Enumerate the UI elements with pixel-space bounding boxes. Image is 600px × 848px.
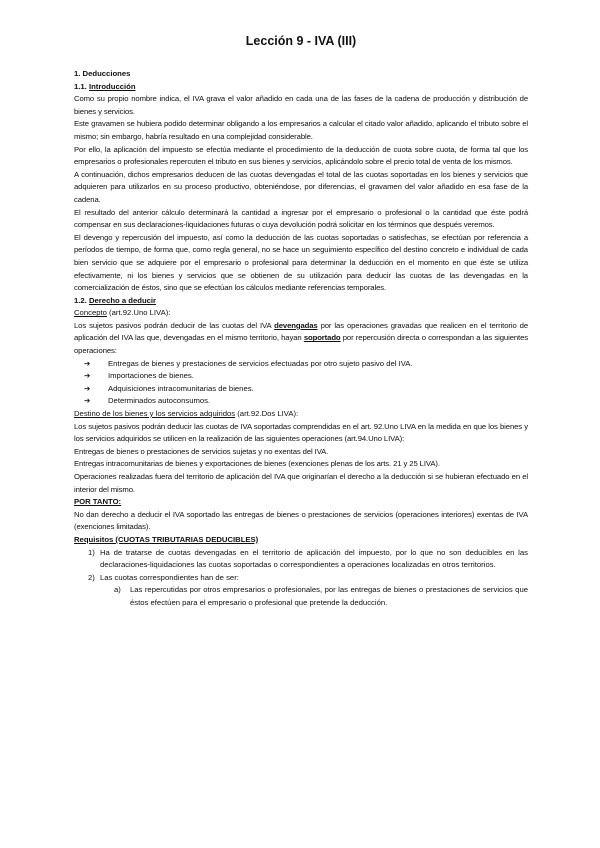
destino-paragraph-3: Entregas intracomunitarias de bienes y exportaciones de bienes (exenciones plenas de los arts. 21 y 25 LIVA). [74,459,440,469]
por-tanto-paragraph: No dan derecho a deducir el IVA soportado las entregas de bienes o prestaciones de servicios (operaciones interiores) exentas de IVA (exenciones limitadas). [74,509,528,532]
intro-paragraph-6: El devengo y repercusión del impuesto, así como la deducción de las cuotas soportadas o satisfechas, se efectúan por referencia a períodos de tiempo, de forma que, como regla general, no se hace un seguimiento específico del destino concreto e individual de cada bien servicio que se adquiere por el empresario o profesional para determinar la deducción en el momento en que éste se utiliza efectivamente, ni los bienes y servicios que se obtienen de su utilización para deducir las cuotas de las devengadas en la comercialización de éstos, sino que se efectúan los cálculos mediante referencias temporales. [74,232,528,293]
arrow-icon: ➔ [84,396,91,406]
list-letter: a) [114,585,121,595]
requisito-2a: a) Las repercutidas por otros empresarios o profesionales, por las entregas de bienes o prestaciones de servicios que éstos efectúen para el empresario o profesional que pretende la deducción. [114,585,528,607]
section-1-2-heading: 1.2. Derecho a deducir [74,295,157,305]
list-number: 2) [88,572,95,582]
arrow-icon: ➔ [84,383,91,393]
intro-paragraph-3: Por ello, la aplicación del impuesto se efectúa mediante el procedimiento de la deducción de cuota sobre cuota, de forma tal que los empresarios o profesionales repercuten el tributo en sus bienes y servicios, aplicándolo sobre el precio total de venta de los mismos. [74,144,528,167]
requisito-2: 2) Las cuotas correspondientes han de ser: [74,572,528,585]
list-item: ➔ Importaciones de bienes. [84,370,528,383]
list-item: ➔ Adquisiciones intracomunitarias de bienes. [84,383,528,396]
document-page [74,34,528,610]
requisito-1: 1) Ha de tratarse de cuotas devengadas en el territorio de aplicación del impuesto, por lo que no son deducibles en las declaraciones-liquidaciones las cuotas soportadas o correspondientes a operaciones localizadas en otros territorios. [88,547,528,570]
intro-paragraph-5: El resultado del anterior cálculo determinará la cantidad a ingresar por el empresario o profesional o la cantidad que éste podrá compensar en sus declaraciones-liquidaciones futuras o cuya devolución podrá solicitar en los términos que después veremos. [74,207,528,230]
list-number: 1) [88,547,95,557]
requisitos-heading: Requisitos (CUOTAS TRIBUTARIAS DEDUCIBLES) [74,534,259,544]
intro-paragraph-1: Como su propio nombre indica, el IVA grava el valor añadido en cada una de las fases de la cadena de producción y distribución de bienes y servicios. [74,94,528,116]
concepto-paragraph: Los sujetos pasivos podrán deducir de las cuotas del IVA devengadas por las operaciones gravadas que realicen en el territorio de aplicación del IVA las que, devengadas en el mismo territorio, hayan soportado por repercusión directa o correspondan a las siguientes operaciones: [74,320,528,356]
section-1-1-heading: 1.1. Introducción [74,81,136,91]
intro-paragraph-2: Este gravamen se hubiera podido determinar obligando a los empresarios a calcular el citado valor añadido, aplicando el tributo sobre el mismo; sin embargo, habría resultado en una complejidad considerable. [74,119,528,141]
destino-paragraph-1: Los sujetos pasivos podrán deducir las cuotas de IVA soportadas comprendidas en el art. 92.Uno LIVA en la medida en que los bienes y los servicios adquiridos se utilicen en la realización de las siguientes operaciones (art.94.Uno LIVA): [74,421,528,444]
page-title: Lección 9 - IVA (III) [245,34,357,48]
arrow-icon: ➔ [84,371,91,381]
intro-paragraph-4: A continuación, dichos empresarios deducen de las cuotas devengadas el total de las cuotas soportadas en los bienes y servicios que adquieren para utilizarlos en su proceso productivo, obteniéndose, por diferencias, el gravamen del valor añadido en esa fase de la cadena. [74,169,528,204]
list-item: ➔ Entregas de bienes y prestaciones de servicios efectuadas por otro sujeto pasivo del IVA. [84,358,528,371]
operaciones-list [74,358,528,408]
destino-paragraph-4: Operaciones realizadas fuera del territorio de aplicación del IVA que originarían el derecho a la deducción si se hubieran efectuado en el interior del mismo. [74,472,528,494]
por-tanto-heading: POR TANTO: [74,497,122,507]
section-1-heading: 1. Deducciones [74,69,131,78]
arrow-icon: ➔ [84,358,91,368]
list-item: ➔ Determinados autoconsumos. [84,395,528,408]
destino-heading: Destino de los bienes y los servicios adquiridos (art.92.Dos LIVA): [74,409,299,419]
concepto-heading: Concepto (art.92.Uno LIVA): [74,308,171,318]
destino-paragraph-2: Entregas de bienes o prestaciones de servicios sujetas y no exentas del IVA. [74,446,329,456]
